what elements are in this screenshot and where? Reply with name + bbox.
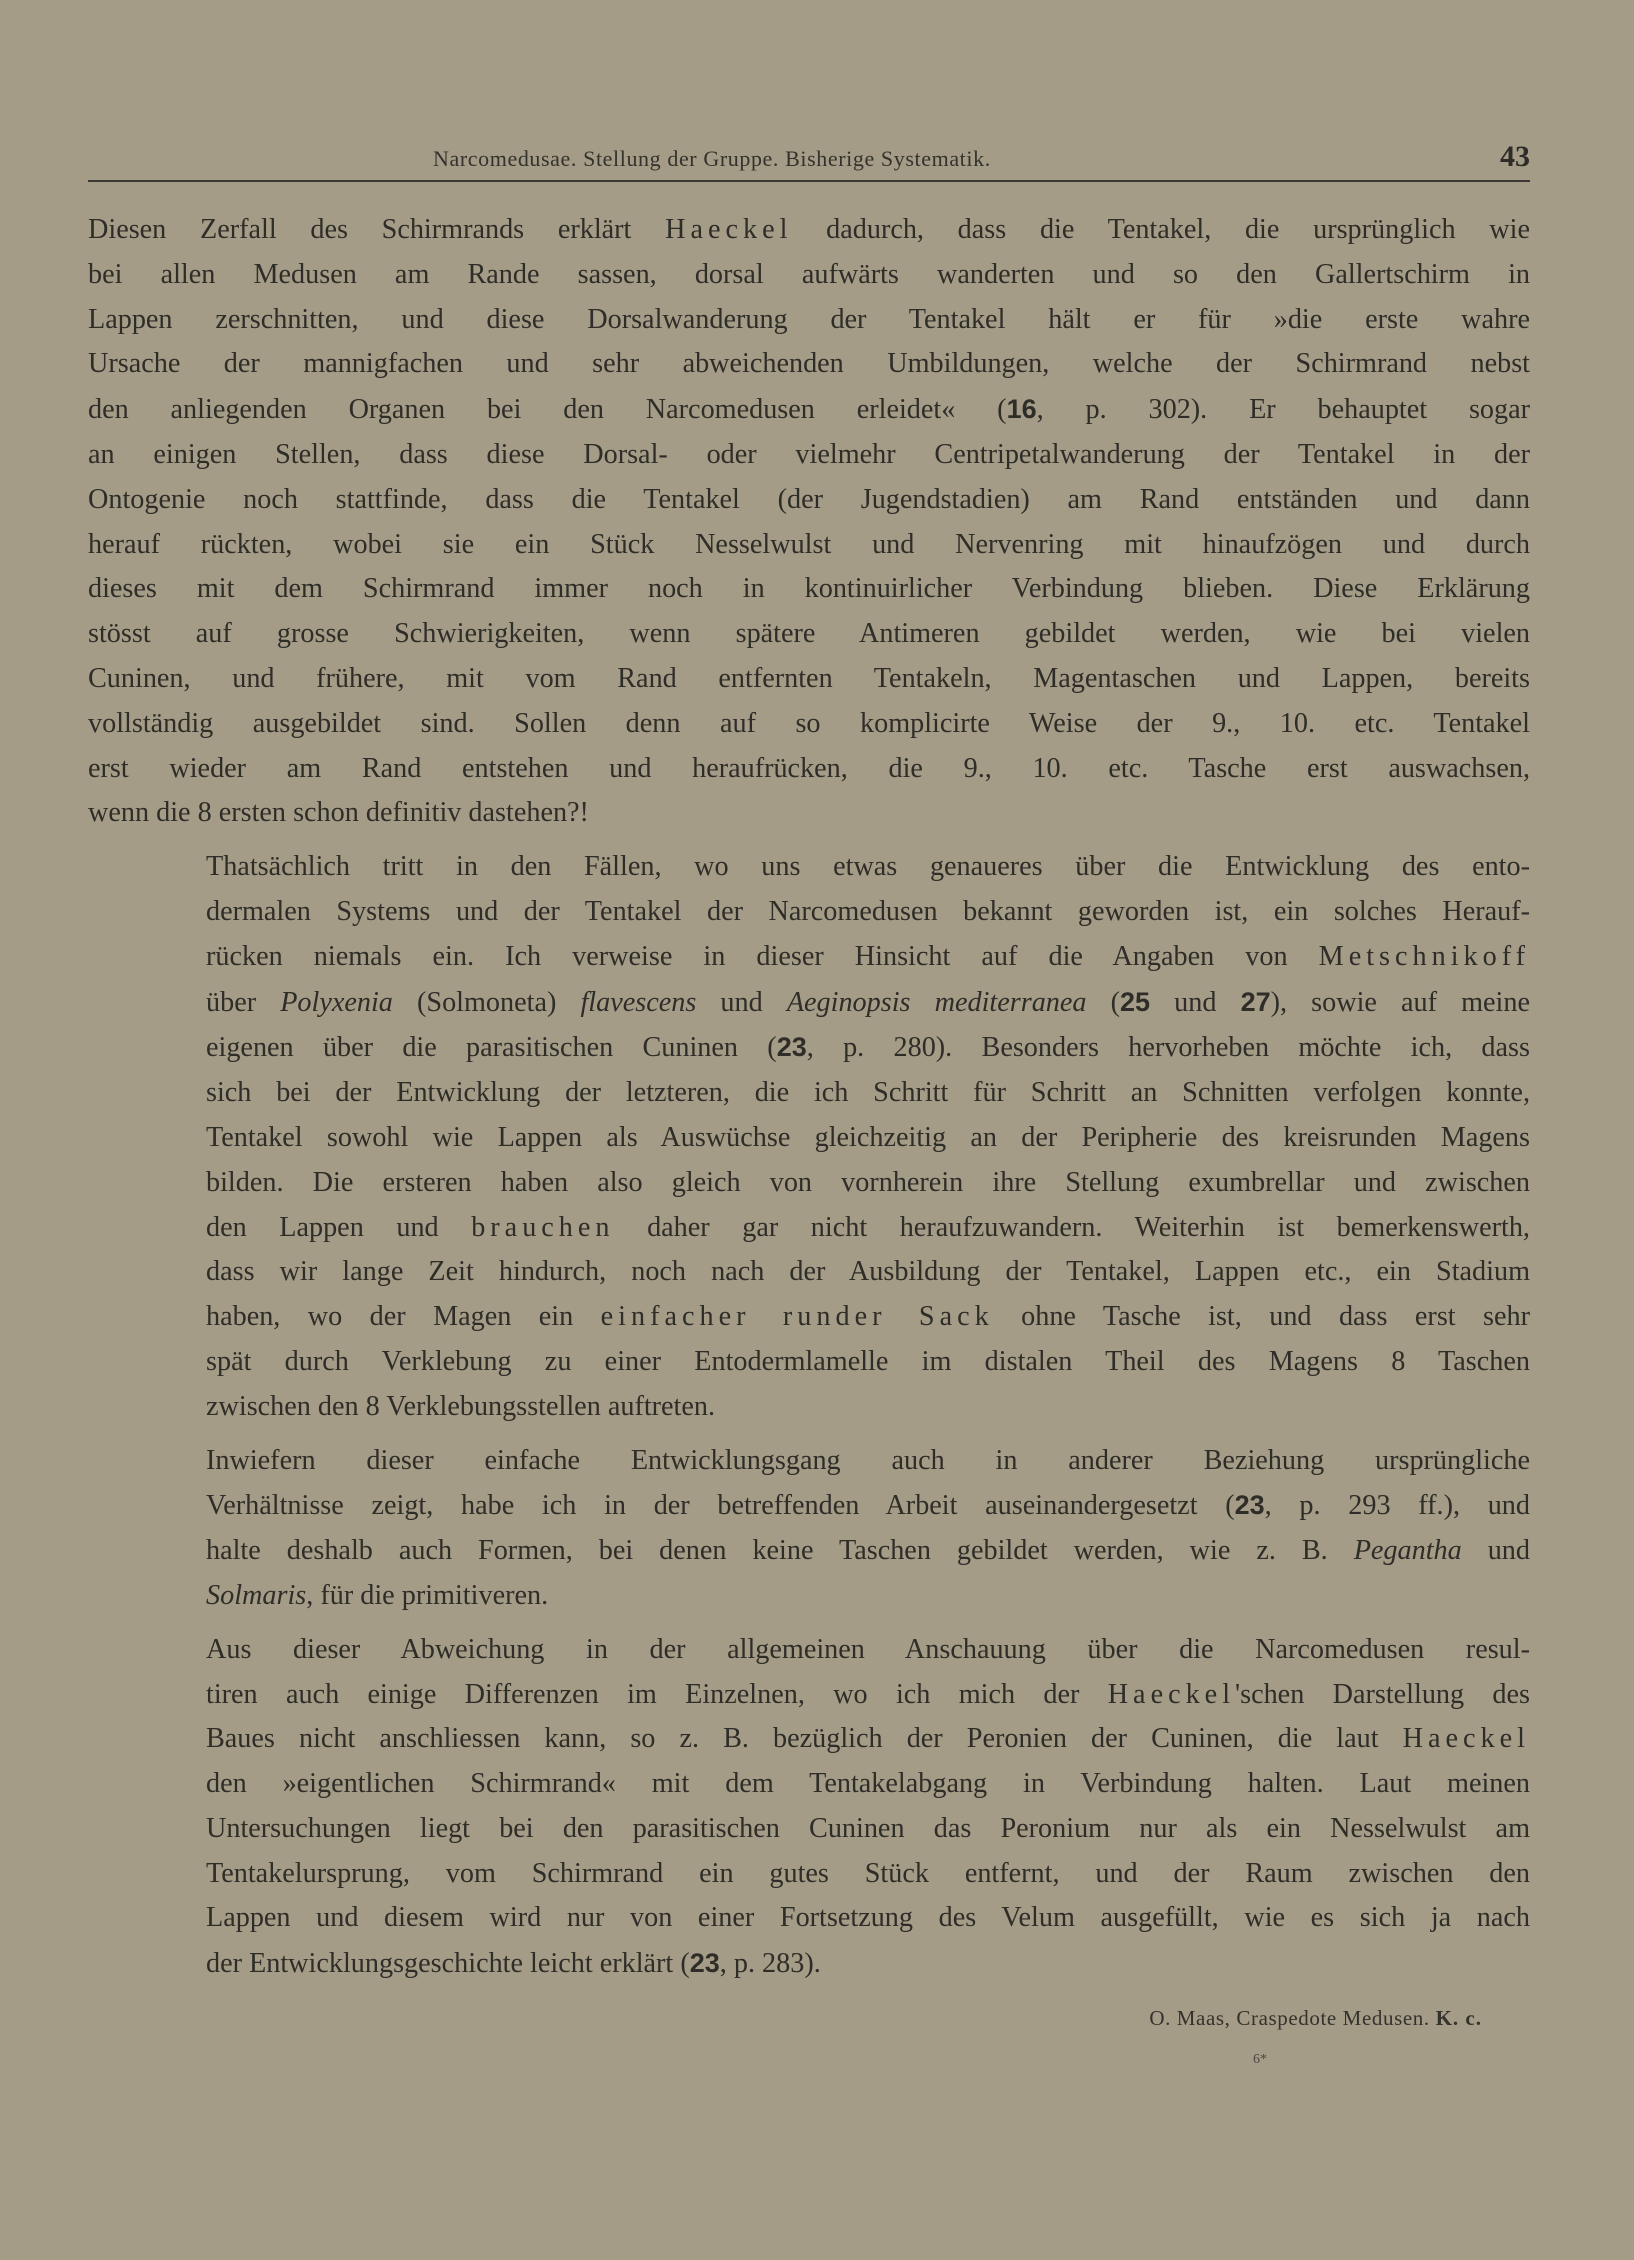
text-line: erst wieder am Rand entstehen und heraufrücken, die 9., 10. etc. Tasche erst auswachsen, [88, 752, 1530, 784]
running-header-title: Narcomedusae. Stellung der Gruppe. Bisherige Systematik. [433, 146, 991, 171]
text-line: Aus dieser Abweichung in der allgemeinen Anschauung über die Narcomedusen resul- [206, 1633, 1530, 1665]
text-line: zwischen den 8 Verklebungsstellen auftreten. [206, 1390, 716, 1422]
page-number: 43 [1500, 140, 1530, 173]
text-line: Diesen Zerfall des Schirmrands erklärt Haeckel dadurch, dass die Tentakel, die ursprünglich wie [88, 214, 1530, 245]
text-line: vollständig ausgebildet sind. Sollen denn auf so komplicirte Weise der 9., 10. etc. Tentakel [88, 707, 1530, 739]
paragraph [88, 1628, 1530, 1987]
signature-mark: K. c. [1435, 2006, 1482, 2030]
text-line: bilden. Die ersteren haben also gleich von vornherein ihre Stellung exumbrellar und zwischen [206, 1166, 1530, 1198]
text-line: sich bei der Entwicklung der letzteren, die ich Schritt für Schritt an Schnitten verfolgen konnte, [206, 1077, 1530, 1109]
text-line: stösst auf grosse Schwierigkeiten, wenn spätere Antimeren gebildet werden, wie bei vielen [88, 618, 1530, 650]
text-line: Solmaris, für die primitiveren. [206, 1579, 549, 1611]
text-line: den »eigentlichen Schirmrand« mit dem Tentakelabgang in Verbindung halten. Laut meinen [206, 1768, 1530, 1800]
text-line: Ontogenie noch stattfinde, dass die Tentakel (der Jugendstadien) am Rand entständen und dann [88, 483, 1530, 515]
text-line: spät durch Verklebung zu einer Entodermlamelle im distalen Theil des Magens 8 Taschen [206, 1345, 1530, 1377]
paragraph [88, 208, 1530, 836]
text-line: rücken niemals ein. Ich verweise in dieser Hinsicht auf die Angaben von Metschnikoff [206, 940, 1530, 972]
text-line: wenn die 8 ersten schon definitiv dastehen?! [88, 797, 589, 829]
sheet-mark: 6* [1253, 2052, 1267, 2067]
text-line: Thatsächlich tritt in den Fällen, wo uns etwas genaueres über die Entwicklung des ento- [206, 851, 1530, 883]
text-line: haben, wo der Magen ein einfacher runder Sack ohne Tasche ist, und dass erst sehr [206, 1301, 1531, 1333]
body-text [88, 208, 1530, 1996]
text-line: dieses mit dem Schirmrand immer noch in kontinuirlicher Verbindung blieben. Diese Erklärung [88, 573, 1530, 605]
text-line: Ursache der mannigfachen und sehr abweichenden Umbildungen, welche der Schirmrand nebst [88, 348, 1530, 380]
text-line: über Polyxenia (Solmoneta) flavescens und Aeginopsis mediterranea (25 und 27), sowie auf meine [206, 986, 1530, 1018]
text-line: Lappen zerschnitten, und diese Dorsalwanderung der Tentakel hält er für »die erste wahre [88, 303, 1530, 335]
paragraph [88, 1439, 1530, 1619]
running-header [88, 140, 1530, 182]
text-line: Inwiefern dieser einfache Entwicklungsgang auch in anderer Beziehung ursprüngliche [206, 1444, 1530, 1476]
paragraph [88, 845, 1530, 1429]
text-line: Verhältnisse zeigt, habe ich in der betreffenden Arbeit auseinandergesetzt (23, p. 293 ff.), und [206, 1490, 1530, 1522]
text-line: bei allen Medusen am Rande sassen, dorsal aufwärts wanderten und so den Gallertschirm in [88, 258, 1530, 290]
text-line: den anliegenden Organen bei den Narcomedusen erleidet« (16, p. 302). Er behauptet sogar [88, 394, 1530, 426]
text-line: halte deshalb auch Formen, bei denen keine Taschen gebildet werden, wie z. B. Pegantha und [206, 1535, 1530, 1567]
text-line: der Entwicklungsgeschichte leicht erklärt (23, p. 283). [206, 1948, 821, 1980]
text-line: dermalen Systems und der Tentakel der Narcomedusen bekannt geworden ist, ein solches Herauf- [206, 895, 1530, 927]
text-line: Cuninen, und frühere, mit vom Rand entfernten Tentakeln, Magentaschen und Lappen, bereits [88, 662, 1530, 694]
text-line: an einigen Stellen, dass diese Dorsal- oder vielmehr Centripetalwanderung der Tentakel in der [88, 438, 1530, 470]
text-line: Lappen und diesem wird nur von einer Fortsetzung des Velum ausgefüllt, wie es sich ja nach [206, 1902, 1530, 1934]
signature-text: O. Maas, Craspedote Medusen. [1149, 2006, 1430, 2030]
footer-signature [1149, 2006, 1482, 2031]
text-line: eigenen über die parasitischen Cuninen (23, p. 280). Besonders hervorheben möchte ich, dass [206, 1032, 1530, 1064]
text-line: tiren auch einige Differenzen im Einzelnen, wo ich mich der Haeckel'schen Darstellung des [206, 1678, 1531, 1710]
text-line: Baues nicht anschliessen kann, so z. B. bezüglich der Peronien der Cuninen, die laut Haeckel [206, 1723, 1530, 1755]
text-line: dass wir lange Zeit hindurch, noch nach der Ausbildung der Tentakel, Lappen etc., ein Stadium [206, 1256, 1530, 1288]
text-line: Tentakelursprung, vom Schirmrand ein gutes Stück entfernt, und der Raum zwischen den [206, 1857, 1530, 1889]
text-line: Tentakel sowohl wie Lappen als Auswüchse gleichzeitig an der Peripherie des kreisrunden Magens [206, 1121, 1530, 1153]
text-line: herauf rückten, wobei sie ein Stück Nesselwulst und Nervenring mit hinaufzögen und durch [88, 528, 1530, 560]
text-line: Untersuchungen liegt bei den parasitischen Cuninen das Peronium nur als ein Nesselwulst am [206, 1812, 1530, 1844]
text-line: den Lappen und brauchen daher gar nicht heraufzuwandern. Weiterhin ist bemerkenswerth, [206, 1211, 1530, 1243]
